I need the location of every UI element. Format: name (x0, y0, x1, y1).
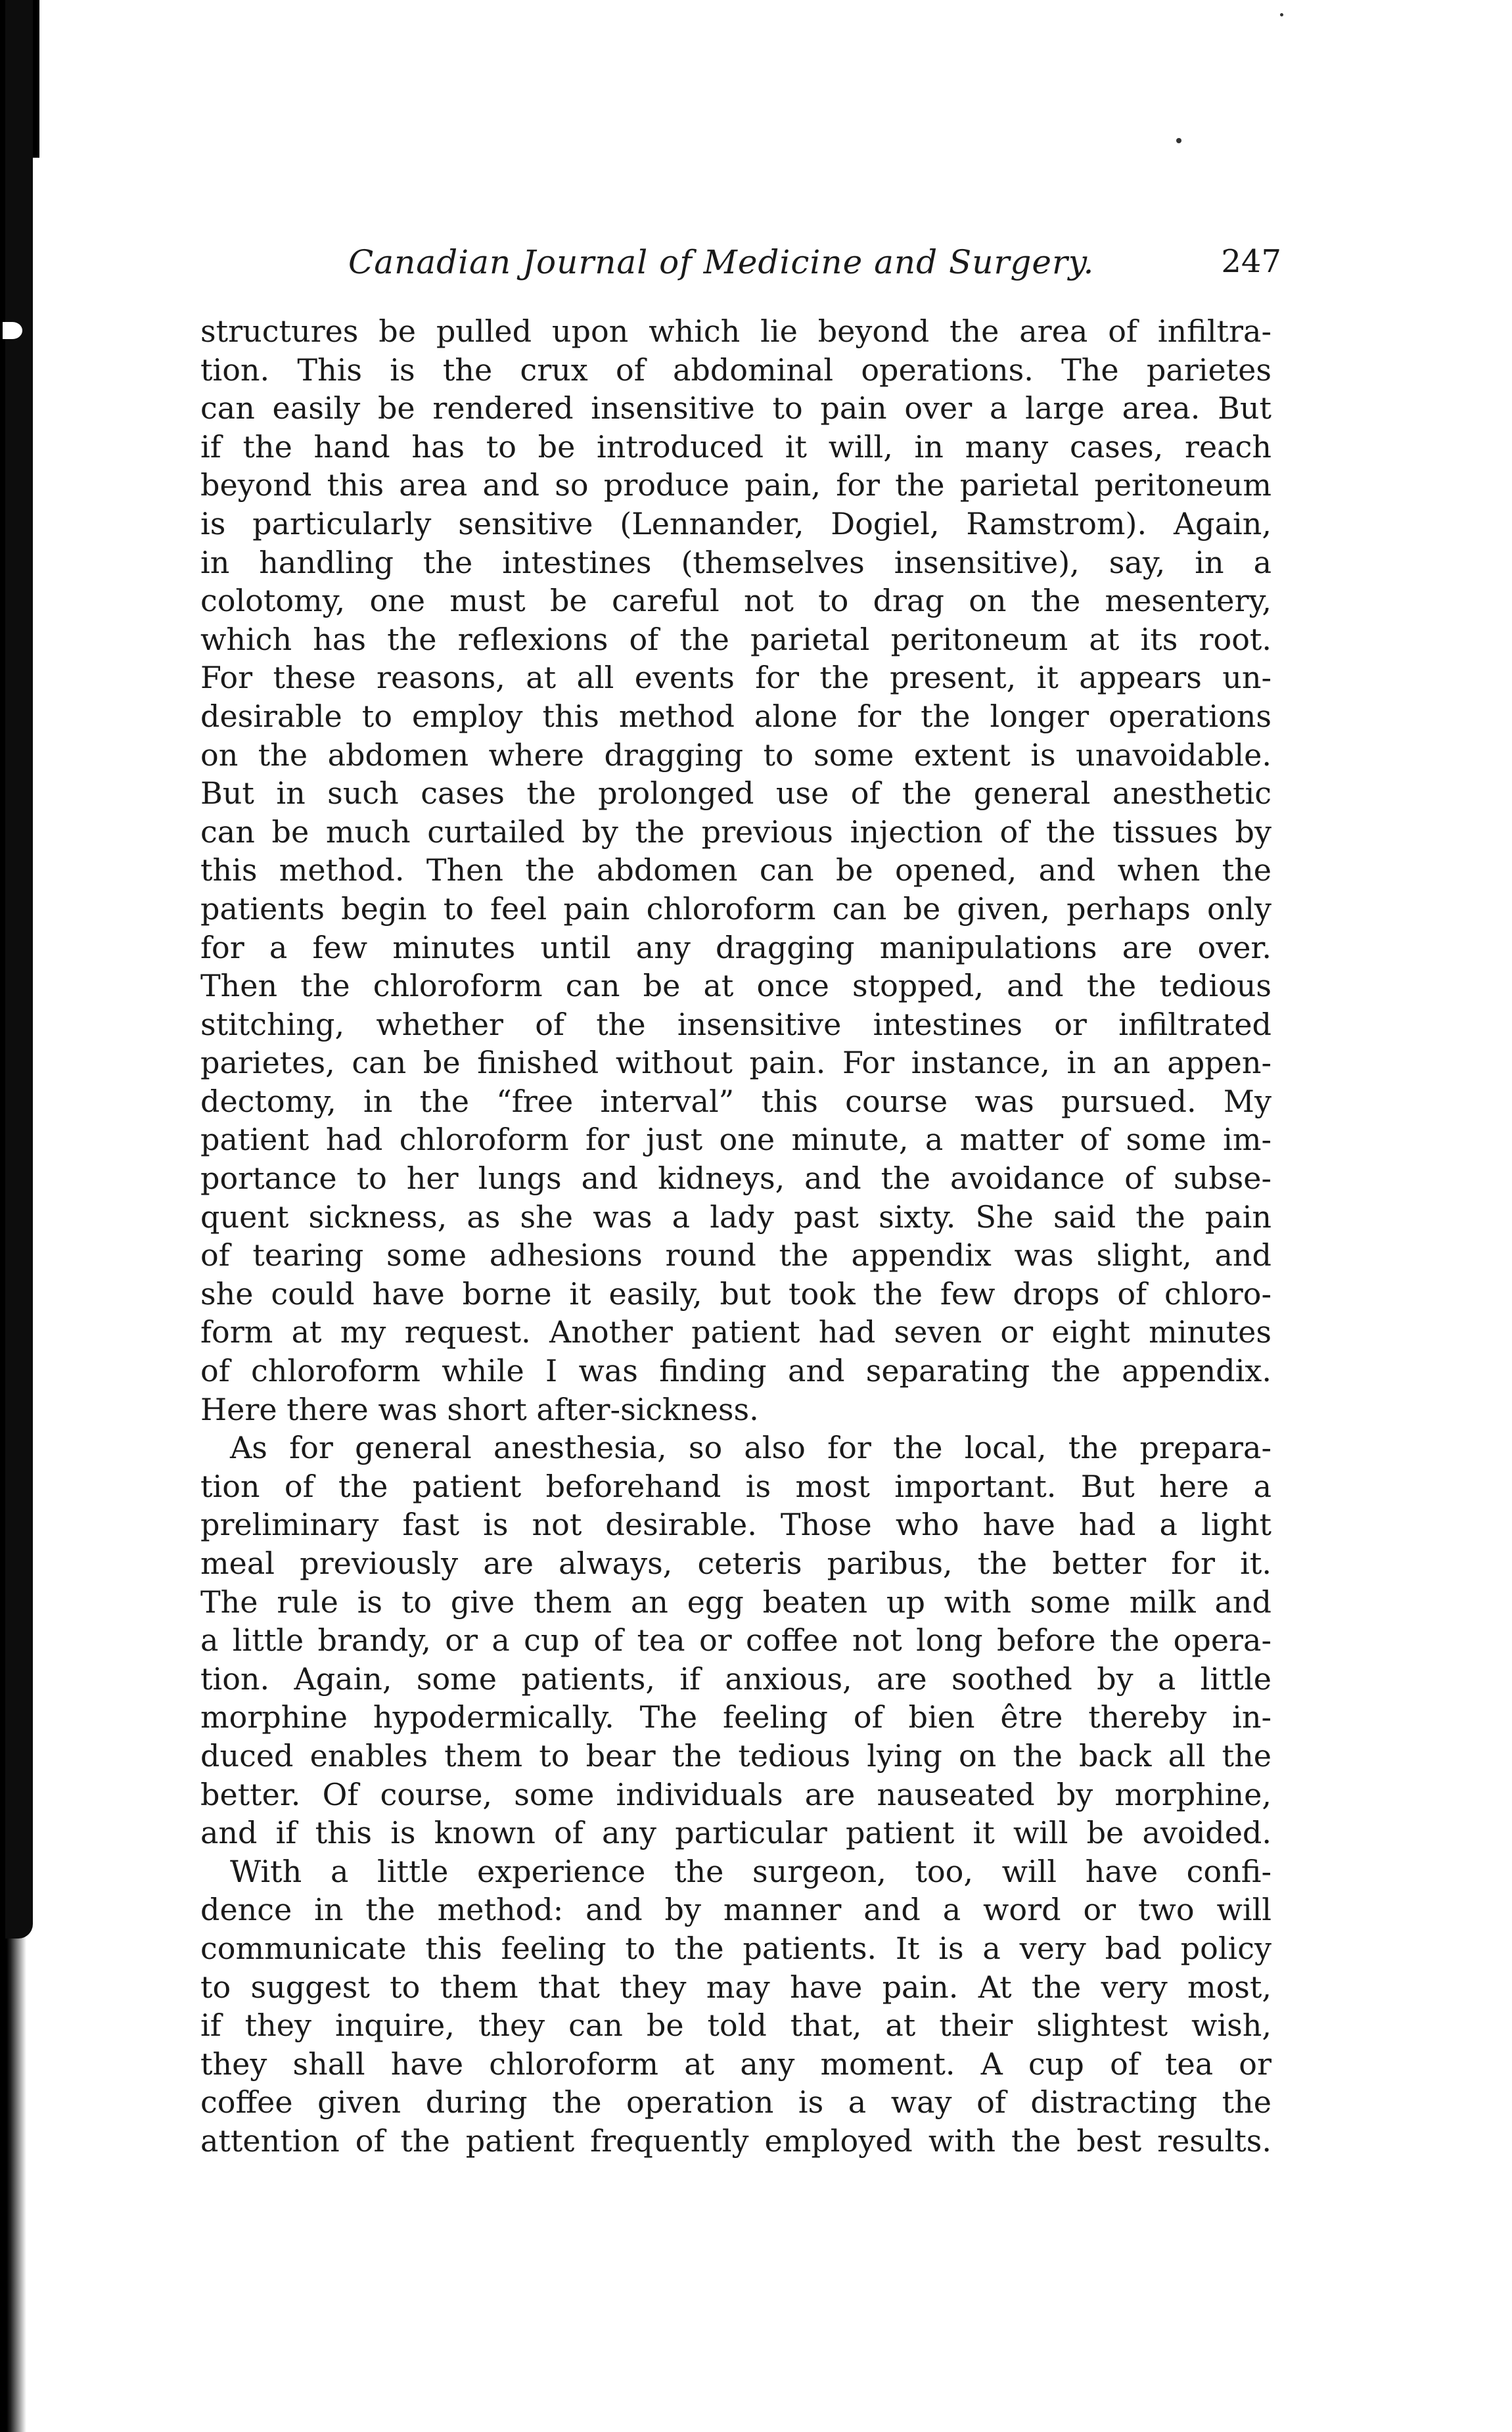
text-line: morphine hypodermically. The feeling of bien être thereby in- (200, 1699, 1271, 1735)
text-line: stitching, whether of the insensitive intestines or infiltrated (200, 1006, 1271, 1042)
text-line: preliminary fast is not desirable. Those who have had a light (200, 1507, 1271, 1543)
paragraph (200, 312, 1271, 1429)
text-line: they shall have chloroform at any moment. A cup of tea or (200, 2046, 1271, 2082)
text-line: As for general anesthesia, so also for the local, the prepara- (230, 1430, 1271, 1466)
text-line: structures be pulled upon which lie beyond the area of infiltra- (200, 313, 1271, 349)
paragraph (200, 1852, 1271, 2161)
text-line: beyond this area and so produce pain, for the parietal peritoneum (200, 467, 1271, 503)
text-line: for a few minutes until any dragging manipulations are over. (200, 929, 1271, 965)
text-line: dence in the method: and by manner and a word or two will (200, 1892, 1271, 1928)
text-line: she could have borne it easily, but took the few drops of chloro- (200, 1275, 1271, 1312)
text-line: attention of the patient frequently employed with the best results. (200, 2122, 1271, 2159)
text-line: With a little experience the surgeon, too, will have confi- (230, 1853, 1271, 1889)
text-line: to suggest to them that they may have pain. At the very most, (200, 1969, 1271, 2005)
text-line: For these reasons, at all events for the present, it appears un- (200, 660, 1271, 696)
text-line: meal previously are always, ceteris paribus, the better for it. (200, 1546, 1271, 1581)
text-line: colotomy, one must be careful not to drag on the mesentery, (200, 583, 1271, 619)
binding-spine (5, 0, 33, 1939)
text-line: coffee given during the operation is a way of distracting the (200, 2084, 1271, 2121)
text-line: But in such cases the prolonged use of the general anesthetic (200, 775, 1271, 812)
text-line: portance to her lungs and kidneys, and the avoidance of subse- (200, 1160, 1271, 1197)
paragraph (200, 1429, 1271, 1852)
text-line: dectomy, in the “free interval” this course was pursued. My (200, 1083, 1271, 1119)
text-line: if the hand has to be introduced it will, in many cases, reach (200, 428, 1271, 465)
text-line: can easily be rendered insensitive to pain over a large area. But (200, 390, 1271, 426)
text-line: if they inquire, they can be told that, at their slightest wish, (200, 2008, 1271, 2044)
page-number: 247 (1221, 243, 1281, 280)
text-line: this method. Then the abdomen can be opened, and when the (200, 852, 1271, 888)
text-line: tion of the patient beforehand is most important. But here a (200, 1468, 1271, 1504)
text-line: and if this is known of any particular patient it will be avoided. (200, 1815, 1271, 1851)
text-line: is particularly sensitive (Lennander, Dogiel, Ramstrom). Again, (200, 505, 1271, 541)
text-line: Then the chloroform can be at once stopped, and the tedious (200, 968, 1271, 1004)
text-line: parietes, can be finished without pain. For instance, in an appen- (200, 1045, 1271, 1081)
text-line: tion. This is the crux of abdominal operations. The parietes (200, 352, 1271, 388)
text-line: duced enables them to bear the tedious lying on the back all the (200, 1737, 1271, 1774)
text-line: on the abdomen where dragging to some extent is unavoidable. (200, 737, 1271, 773)
text-line: communicate this feeling to the patients. It is a very bad policy (200, 1930, 1271, 1966)
article-body (200, 312, 1271, 2161)
text-line: patient had chloroform for just one minute, a matter of some im- (200, 1122, 1271, 1158)
journal-title: Canadian Journal of Medicine and Surgery. (348, 243, 1095, 281)
text-line: can be much curtailed by the previous injection of the tissues by (200, 814, 1271, 850)
text-line: of chloroform while I was finding and separating the appendix. (200, 1353, 1271, 1389)
text-line: which has the reflexions of the parietal peritoneum at its root. (200, 621, 1271, 657)
text-line: patients begin to feel pain chloroform can be given, perhaps only (200, 890, 1271, 927)
scan-speck (1280, 13, 1283, 16)
text-line: a little brandy, or a cup of tea or coffee not long before the opera- (200, 1622, 1271, 1659)
text-line: Here there was short after-sickness. (200, 1391, 759, 1427)
scan-speck (1176, 138, 1181, 143)
text-line: form at my request. Another patient had seven or eight minutes (200, 1314, 1271, 1350)
running-header (348, 243, 1281, 296)
text-line: quent sickness, as she was a lady past sixty. She said the pain (200, 1199, 1271, 1235)
text-line: in handling the intestines (themselves insensitive), say, in a (200, 544, 1271, 580)
text-line: better. Of course, some individuals are nauseated by morphine, (200, 1776, 1271, 1812)
text-line: The rule is to give them an egg beaten up with some milk and (200, 1584, 1271, 1620)
text-line: tion. Again, some patients, if anxious, are soothed by a little (200, 1661, 1271, 1697)
text-line: desirable to employ this method alone for the longer operations (200, 698, 1271, 734)
binding-notch (3, 322, 22, 339)
text-line: of tearing some adhesions round the appendix was slight, and (200, 1237, 1271, 1273)
